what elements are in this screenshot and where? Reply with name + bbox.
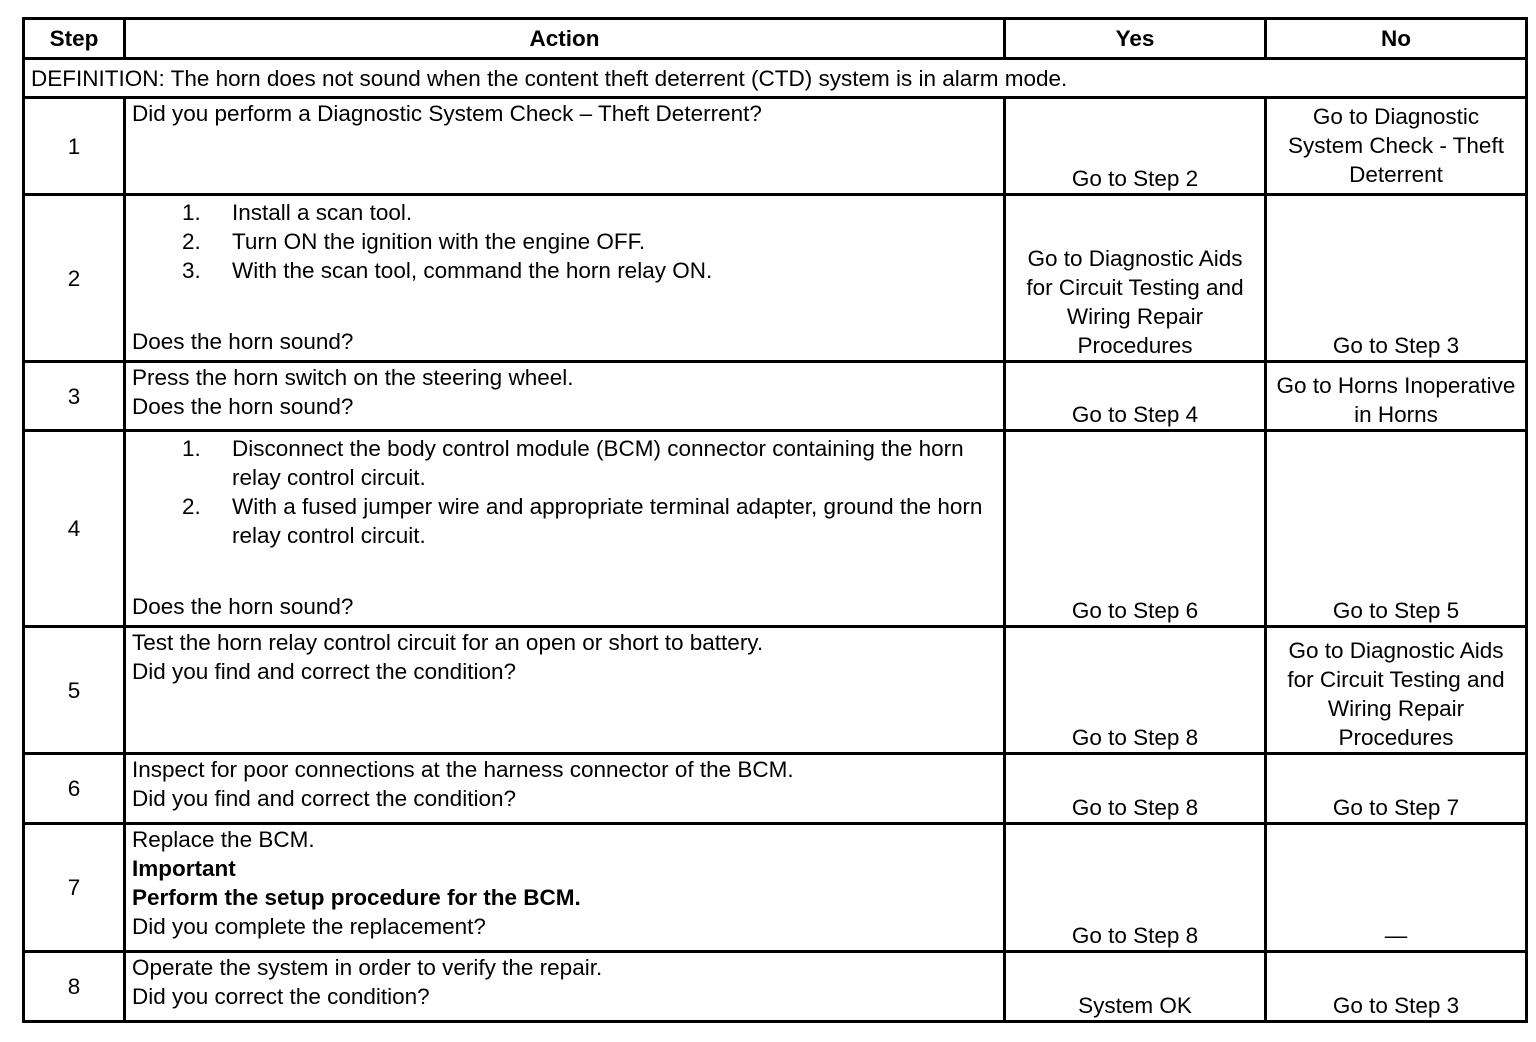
table-row bbox=[24, 754, 1527, 824]
table-row bbox=[24, 952, 1527, 1022]
yes-cell: Go to Step 8 bbox=[1005, 754, 1266, 824]
no-cell: Go to Diagnostic System Check - Theft Deterrent bbox=[1266, 98, 1527, 195]
header-row bbox=[24, 19, 1527, 59]
action-line: Did you perform a Diagnostic System Check – Theft Deterrent? bbox=[132, 101, 762, 126]
action-cell bbox=[125, 431, 1005, 627]
action-question: Does the horn sound? bbox=[132, 329, 354, 354]
action-line: Operate the system in order to verify the repair. bbox=[132, 955, 603, 980]
no-cell: Go to Step 7 bbox=[1266, 754, 1527, 824]
substep-item: 3. With the scan tool, command the horn relay ON. bbox=[182, 258, 713, 283]
substep-item: 2. With a fused jumper wire and appropriate terminal adapter, ground the horn relay control circuit. bbox=[182, 494, 983, 548]
substep-list bbox=[132, 198, 997, 285]
action-line: Did you find and correct the condition? bbox=[132, 786, 516, 811]
yes-cell: Go to Step 4 bbox=[1005, 362, 1266, 431]
no-cell: — bbox=[1266, 824, 1527, 952]
important-note: Perform the setup procedure for the BCM. bbox=[132, 885, 581, 910]
header-step: Step bbox=[24, 19, 125, 59]
step-number: 3 bbox=[24, 362, 125, 431]
yes-cell: Go to Diagnostic Aids for Circuit Testing and Wiring Repair Procedures bbox=[1005, 195, 1266, 362]
yes-cell: System OK bbox=[1005, 952, 1266, 1022]
step-number: 5 bbox=[24, 627, 125, 754]
action-cell bbox=[125, 824, 1005, 952]
action-cell bbox=[125, 195, 1005, 362]
action-line: Replace the BCM. bbox=[132, 827, 315, 852]
definition-row bbox=[24, 59, 1527, 98]
action-cell bbox=[125, 952, 1005, 1022]
no-cell: Go to Diagnostic Aids for Circuit Testing and Wiring Repair Procedures bbox=[1266, 627, 1527, 754]
table-row bbox=[24, 362, 1527, 431]
definition-text: DEFINITION: The horn does not sound when the content theft deterrent (CTD) system is in alarm mode. bbox=[24, 59, 1527, 98]
no-cell: Go to Step 3 bbox=[1266, 952, 1527, 1022]
action-line: Did you complete the replacement? bbox=[132, 914, 486, 939]
step-number: 7 bbox=[24, 824, 125, 952]
yes-cell: Go to Step 8 bbox=[1005, 824, 1266, 952]
header-yes: Yes bbox=[1005, 19, 1266, 59]
step-number: 6 bbox=[24, 754, 125, 824]
action-line: Test the horn relay control circuit for an open or short to battery. bbox=[132, 630, 764, 655]
yes-cell: Go to Step 2 bbox=[1005, 98, 1266, 195]
action-line: Press the horn switch on the steering wheel. bbox=[132, 365, 574, 390]
step-number: 4 bbox=[24, 431, 125, 627]
table-row bbox=[24, 431, 1527, 627]
step-number: 1 bbox=[24, 98, 125, 195]
action-cell bbox=[125, 627, 1005, 754]
no-cell: Go to Step 5 bbox=[1266, 431, 1527, 627]
yes-cell: Go to Step 6 bbox=[1005, 431, 1266, 627]
no-cell: Go to Horns Inoperative in Horns bbox=[1266, 362, 1527, 431]
action-cell bbox=[125, 754, 1005, 824]
step-number: 8 bbox=[24, 952, 125, 1022]
important-label: Important bbox=[132, 856, 236, 881]
header-no: No bbox=[1266, 19, 1527, 59]
action-line: Did you find and correct the condition? bbox=[132, 659, 516, 684]
action-line: Did you correct the condition? bbox=[132, 984, 430, 1009]
substep-list bbox=[132, 434, 997, 550]
yes-cell: Go to Step 8 bbox=[1005, 627, 1266, 754]
table-row bbox=[24, 195, 1527, 362]
action-line: Inspect for poor connections at the harness connector of the BCM. bbox=[132, 757, 794, 782]
action-line: Does the horn sound? bbox=[132, 394, 354, 419]
table-row bbox=[24, 824, 1527, 952]
step-number: 2 bbox=[24, 195, 125, 362]
table-row bbox=[24, 98, 1527, 195]
substep-item: 2. Turn ON the ignition with the engine OFF. bbox=[182, 229, 646, 254]
header-action: Action bbox=[125, 19, 1005, 59]
action-question: Does the horn sound? bbox=[132, 594, 354, 619]
substep-item: 1. Disconnect the body control module (BCM) connector containing the horn relay control circuit. bbox=[182, 436, 964, 490]
action-cell bbox=[125, 362, 1005, 431]
action-cell bbox=[125, 98, 1005, 195]
no-cell: Go to Step 3 bbox=[1266, 195, 1527, 362]
diagnostic-table bbox=[22, 17, 1528, 1023]
table-row bbox=[24, 627, 1527, 754]
substep-item: 1. Install a scan tool. bbox=[182, 200, 413, 225]
